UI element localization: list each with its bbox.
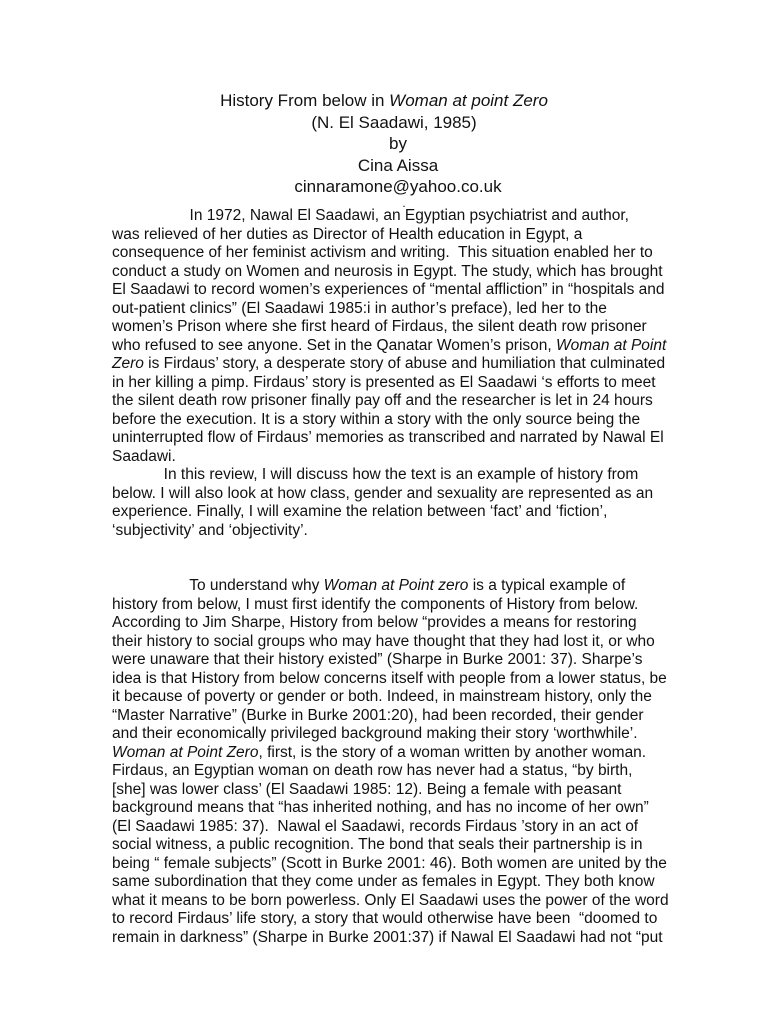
text-line bbox=[112, 392, 660, 411]
body-text bbox=[112, 207, 669, 947]
text-line bbox=[112, 596, 660, 615]
text-line bbox=[112, 762, 660, 781]
text-line bbox=[112, 928, 663, 948]
line-text: [she] was lower class’ (El Saadawi 1985: 12). Being a female with peasant bbox=[112, 780, 622, 798]
line-text: below. I will also look at how class, gender and sexuality are represented as an bbox=[112, 484, 654, 502]
text-line bbox=[112, 281, 665, 300]
italic-text: Woman at Point Zero bbox=[112, 743, 259, 761]
text-line bbox=[112, 522, 660, 541]
text-line bbox=[112, 466, 660, 485]
text-line bbox=[112, 448, 660, 467]
line-text: uninterrupted flow of Firdaus’ memories as transcribed and narrated by Nawal El bbox=[112, 429, 664, 446]
text-line bbox=[112, 781, 660, 800]
line-text: experience. Finally, I will examine the relation between ‘fact’ and ‘fiction’, bbox=[112, 503, 608, 520]
text-line bbox=[112, 374, 660, 393]
line-text: before the execution. It is a story within a story with the only source being the bbox=[112, 410, 641, 428]
line-text: were unaware that their history existed” (Sharpe in Burke 2001: 37). Sharpe’s bbox=[112, 651, 643, 668]
text-line bbox=[112, 669, 667, 689]
line-text: in her killing a pimp. Firdaus’ story is presented as El Saadawi ‘s efforts to meet bbox=[112, 373, 656, 391]
text-line bbox=[112, 485, 660, 504]
author-name: Cina Aissa bbox=[357, 155, 439, 175]
line-text: ‘subjectivity’ and ‘objectivity’. bbox=[112, 521, 308, 539]
line-text: In this review, I will discuss how the text is an example of history from bbox=[112, 466, 639, 483]
line-text: who refused to see anyone. Set in the Qanatar Women’s prison, bbox=[112, 336, 557, 354]
line-text: is a typical example of bbox=[468, 577, 626, 594]
text-line bbox=[112, 854, 667, 874]
line-text: “Master Narrative” (Burke in Burke 2001:20), had been recorded, their gender bbox=[112, 706, 644, 724]
text-line bbox=[112, 207, 660, 226]
line-text: conduct a study on Women and neurosis in Egypt. The study, which has brought bbox=[112, 262, 663, 280]
line-text: El Saadawi to record women’s experiences of “mental affliction” in “hospitals and bbox=[112, 281, 665, 298]
dot-separator: . bbox=[402, 195, 406, 210]
text-line bbox=[112, 725, 660, 744]
text-line bbox=[112, 336, 667, 356]
title-line-1 bbox=[0, 90, 768, 112]
text-line bbox=[112, 244, 660, 263]
line-text: same subordination that they come under as females in Egypt. They both know bbox=[112, 873, 655, 890]
line-text: idea is that History from below concerns itself with people from a lower status, be bbox=[112, 669, 667, 687]
text-line bbox=[112, 633, 660, 652]
italic-text: Woman at Point zero bbox=[323, 577, 469, 594]
text-line bbox=[112, 411, 660, 430]
text-line bbox=[112, 707, 660, 726]
line-text: it because of poverty or gender or both. Indeed, in mainstream history, only the bbox=[112, 688, 652, 705]
line-text: remain in darkness” (Sharpe in Burke 2001:37) if Nawal El Saadawi had not “put bbox=[112, 928, 663, 946]
line-text: To understand why bbox=[112, 577, 324, 594]
line-text: history from below, I must first identify the components of History from below. bbox=[112, 595, 639, 613]
text-line bbox=[112, 226, 660, 245]
text-line bbox=[112, 262, 663, 282]
text-line bbox=[112, 651, 660, 670]
italic-text: Woman at Point bbox=[556, 336, 667, 354]
author-email: cinnaramone@yahoo.co.uk bbox=[294, 177, 502, 196]
text-line bbox=[112, 688, 660, 707]
line-text: Firdaus, an Egyptian woman on death row has never had a status, “by birth, bbox=[112, 762, 633, 779]
line-text: being “ female subjects” (Scott in Burke 2001: 46). Both women are united by the bbox=[112, 854, 667, 872]
text-line bbox=[112, 355, 666, 374]
paragraph-group-1 bbox=[112, 207, 667, 540]
line-text: is Firdaus’ story, a desperate story of abuse and humiliation that culminated bbox=[143, 355, 666, 372]
line-text: out-patient clinics” (El Saadawi 1985:i in author’s preface), led her to the bbox=[112, 299, 607, 317]
text-line bbox=[112, 577, 660, 596]
text-line bbox=[112, 799, 660, 818]
title-line-2: (N. El Saadawi, 1985) bbox=[311, 112, 477, 132]
line-text: , first, is the story of a woman written by another woman. bbox=[258, 743, 647, 761]
line-text: (El Saadawi 1985: 37). Nawal el Saadawi, records Firdaus ’story in an act of bbox=[112, 817, 639, 835]
text-line bbox=[112, 318, 660, 337]
text-line bbox=[112, 873, 660, 892]
text-line bbox=[112, 429, 664, 448]
text-line bbox=[112, 818, 660, 837]
title-text: History From below in bbox=[220, 91, 390, 110]
paragraph-group-2 bbox=[112, 577, 669, 947]
line-text: the silent death row prisoner finally pay off and the researcher is let in 24 hours bbox=[112, 392, 653, 409]
line-text: their history to social groups who may have thought that they had lost it, or who bbox=[112, 632, 655, 650]
text-line bbox=[112, 744, 660, 763]
text-line bbox=[112, 836, 660, 855]
line-text: social witness, a public recognition. The bond that seals their partnership is in bbox=[112, 836, 643, 853]
line-text: what it means to be born powerless. Only El Saadawi uses the power of the word bbox=[112, 891, 669, 909]
title-by: by bbox=[389, 134, 407, 153]
title-book-name: Woman at point Zero bbox=[389, 91, 548, 110]
paragraph-spacer bbox=[112, 540, 660, 577]
line-text: In 1972, Nawal El Saadawi, an Egyptian psychiatrist and author, bbox=[112, 207, 629, 224]
line-text: consequence of her feminist activism and writing. This situation enabled her to bbox=[112, 244, 653, 261]
line-text: Saadawi. bbox=[112, 447, 176, 465]
text-line bbox=[112, 891, 669, 911]
italic-text: Zero bbox=[112, 355, 144, 372]
text-line bbox=[112, 300, 660, 319]
text-line bbox=[112, 614, 660, 633]
line-text: was relieved of her duties as Director of Health education in Egypt, a bbox=[112, 225, 583, 243]
text-line bbox=[112, 503, 660, 522]
line-text: background means that “has inherited nothing, and has no income of her own” bbox=[112, 799, 649, 816]
line-text: women’s Prison where she first heard of Firdaus, the silent death row prisoner bbox=[112, 318, 647, 335]
title-block bbox=[0, 90, 768, 208]
line-text: According to Jim Sharpe, History from below “provides a means for restoring bbox=[112, 614, 637, 631]
line-text: and their economically privileged background making their story ‘worthwhile’. bbox=[112, 725, 638, 742]
line-text: to record Firdaus’ life story, a story that would otherwise have been “doomed to bbox=[112, 910, 658, 927]
text-line bbox=[112, 910, 660, 929]
